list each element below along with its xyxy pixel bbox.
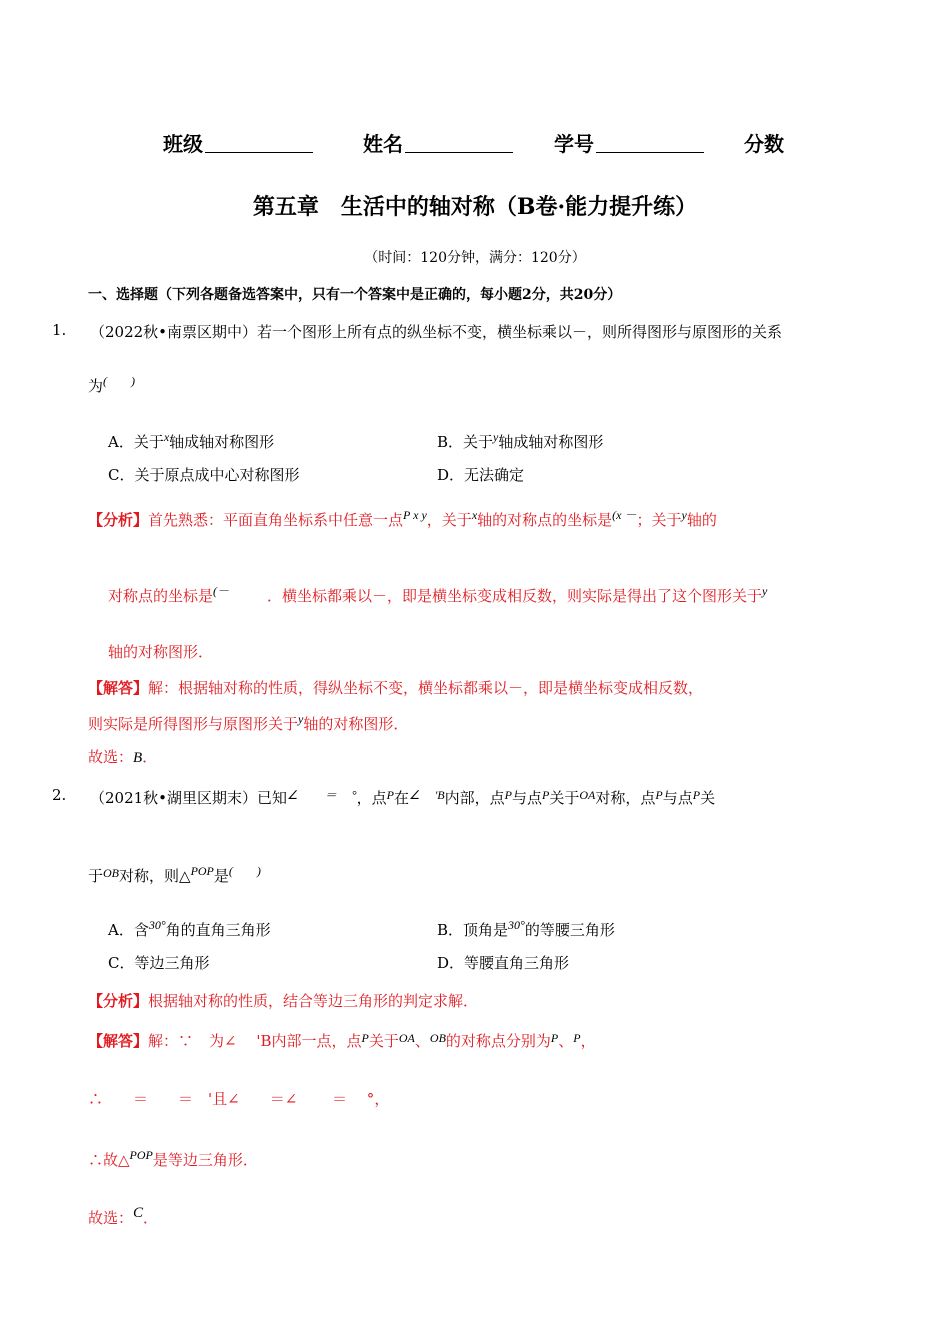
id-label: 学号 — [554, 132, 594, 156]
math-symbol: P — [504, 788, 512, 802]
analysis-text: 对称点的坐标是 — [108, 587, 214, 605]
answer-text: 、 — [414, 1032, 430, 1050]
stem-text: 是 — [213, 867, 229, 885]
math-symbol: (－ — [213, 584, 230, 598]
answer-text: 的对称点分别为 — [445, 1032, 551, 1050]
math-symbol: P — [550, 1031, 559, 1045]
answer-paren: ( ) — [228, 864, 261, 878]
answer-text: ， — [374, 1090, 390, 1108]
answer-text: 解：根据轴对称的性质，得纵坐标不变，横坐标都乘以－，即是横坐标变成相反数， — [148, 679, 704, 697]
answer-text: 轴的对称图形． — [303, 715, 409, 733]
math-symbol: (x － — [612, 508, 637, 522]
question-number: 2. — [52, 786, 67, 804]
id-field — [554, 128, 704, 157]
option-text: 轴成轴对称图形 — [169, 433, 275, 451]
question-stem-cont — [88, 372, 135, 396]
math-symbol: x — [471, 508, 478, 522]
math-symbol: OA — [398, 1031, 415, 1045]
choice-end: ． — [143, 1209, 159, 1227]
stem-text: 于 — [88, 867, 104, 885]
option-text: 的等腰三角形 — [524, 921, 615, 939]
class-blank[interactable] — [205, 134, 313, 153]
score-field — [744, 128, 784, 157]
choice-prefix: 故选： — [88, 748, 134, 766]
math-symbol: x — [163, 430, 170, 444]
math-symbol: P — [542, 788, 550, 802]
option-text: B．关于 — [437, 433, 494, 451]
option-text: A．含 — [108, 921, 149, 939]
math-symbol: ∠ ＝ ° — [287, 788, 357, 802]
choice-line — [88, 1205, 158, 1228]
stem-text: 内部，点 — [444, 789, 505, 807]
choice-value: B — [133, 750, 143, 766]
math-symbol: P — [573, 1031, 581, 1045]
option-text: B．顶角是 — [437, 921, 509, 939]
math-symbol: OB — [103, 866, 120, 880]
answer-text: 、 — [558, 1032, 574, 1050]
math-symbol: P x y — [403, 508, 427, 522]
class-label: 班级 — [163, 132, 203, 156]
analysis-tag: 【分析】 — [88, 992, 149, 1010]
question-number: 1. — [52, 321, 67, 339]
stem-text: 与点 — [511, 789, 542, 807]
stem-text: 在 — [393, 789, 409, 807]
page-title: 第五章 生活中的轴对称（B卷·能力提升练） — [252, 194, 698, 220]
analysis-text: 首先熟悉：平面直角坐标系中任意一点 — [148, 511, 404, 529]
answer-line — [88, 1088, 389, 1109]
answer-text: ， — [580, 1032, 596, 1050]
stem-text: 对称，点 — [595, 789, 656, 807]
stem-text: 对称，则△ — [119, 867, 191, 885]
math-symbol: POP — [129, 1148, 153, 1162]
math-symbol: y — [681, 508, 687, 522]
analysis-line — [88, 506, 717, 530]
page-subtitle: （时间：120分钟，满分：120分） — [364, 250, 586, 266]
option-c[interactable]: C．关于原点成中心对称图形 — [108, 466, 300, 484]
name-blank[interactable] — [405, 134, 513, 153]
math-symbol: y — [298, 712, 304, 726]
answer-line — [88, 712, 408, 734]
stem-text: 关 — [700, 789, 716, 807]
option-d[interactable]: D．等腰直角三角形 — [437, 954, 570, 972]
question-stem-cont — [88, 862, 261, 886]
math-symbol: y — [762, 584, 768, 598]
answer-line — [88, 1148, 258, 1170]
name-label: 姓名 — [363, 132, 403, 156]
option-b[interactable] — [437, 430, 603, 452]
option-text: 角的直角三角形 — [165, 921, 271, 939]
answer-text: 关于 — [368, 1032, 399, 1050]
stem-text: 为 — [88, 377, 104, 395]
question-stem — [90, 786, 715, 808]
answer-text: 解：∵ — [148, 1032, 194, 1050]
answer-text: 是等边三角形． — [152, 1151, 258, 1169]
math-symbol: P — [692, 788, 701, 802]
answer-line — [88, 1030, 596, 1051]
analysis-text: 轴的对称点的坐标是 — [477, 511, 613, 529]
option-text: 轴成轴对称图形 — [498, 433, 604, 451]
answer-text: 且∠ ＝∠ ＝ ° — [212, 1090, 375, 1108]
analysis-text: 轴的 — [686, 511, 717, 529]
analysis-text: ；关于 — [636, 511, 682, 529]
name-field — [363, 128, 513, 157]
answer-tag: 【解答】 — [88, 1032, 149, 1050]
class-field — [163, 128, 313, 157]
stem-text: （2021秋•湖里区期末）已知 — [90, 789, 288, 807]
math-symbol: OB — [429, 1031, 446, 1045]
answer-text: 为∠ 'B — [209, 1032, 272, 1050]
analysis-line — [88, 990, 478, 1011]
choice-end: ． — [142, 748, 158, 766]
math-symbol: y — [493, 430, 499, 444]
option-c[interactable]: C．等边三角形 — [108, 954, 210, 972]
math-symbol: P — [655, 788, 663, 802]
answer-text: 内部一点，点 — [271, 1032, 362, 1050]
option-d[interactable]: D．无法确定 — [437, 466, 525, 484]
answer-text: 则实际是所得图形与原图形关于 — [88, 715, 299, 733]
answer-tag: 【解答】 — [88, 679, 149, 697]
math-symbol: OA — [579, 788, 596, 802]
math-symbol: POP — [190, 864, 214, 878]
id-blank[interactable] — [596, 134, 704, 153]
analysis-text: ．横坐标都乘以－，即是横坐标变成相反数，则实际是得出了这个图形关于 — [267, 587, 763, 605]
stem-text: ，点 — [356, 789, 387, 807]
option-text: A．关于 — [108, 433, 164, 451]
math-symbol: P — [386, 788, 394, 802]
answer-line — [88, 677, 703, 698]
stem-text: 与点 — [662, 789, 693, 807]
analysis-text: ，关于 — [426, 511, 472, 529]
analysis-line — [108, 582, 767, 606]
answer-paren: ( ) — [103, 374, 136, 388]
analysis-text: 根据轴对称的性质，结合等边三角形的判定求解． — [148, 992, 479, 1010]
choice-line — [88, 746, 157, 767]
option-a[interactable] — [108, 918, 271, 940]
choice-prefix: 故选： — [88, 1209, 134, 1227]
question-stem: （2022秋•南票区期中）若一个图形上所有点的纵坐标不变，横坐标乘以－，则所得图形与原图形的关系 — [90, 323, 783, 341]
analysis-line: 轴的对称图形． — [108, 643, 214, 661]
option-a[interactable] — [108, 430, 274, 452]
answer-text: ∴故△ — [88, 1151, 130, 1169]
score-label: 分数 — [744, 132, 784, 156]
math-symbol: 30° — [508, 918, 525, 932]
math-symbol: ∠ 'B — [408, 788, 445, 802]
answer-text: ∴ ＝ ＝ ' — [88, 1090, 213, 1108]
analysis-tag: 【分析】 — [88, 511, 149, 529]
option-b[interactable] — [437, 918, 615, 940]
math-symbol: P — [361, 1031, 369, 1045]
choice-value: C — [133, 1205, 144, 1221]
section-heading: 一、选择题（下列各题备选答案中，只有一个答案中是正确的，每小题2分，共20分） — [88, 287, 622, 303]
stem-text: 关于 — [549, 789, 580, 807]
math-symbol: 30° — [148, 918, 166, 932]
